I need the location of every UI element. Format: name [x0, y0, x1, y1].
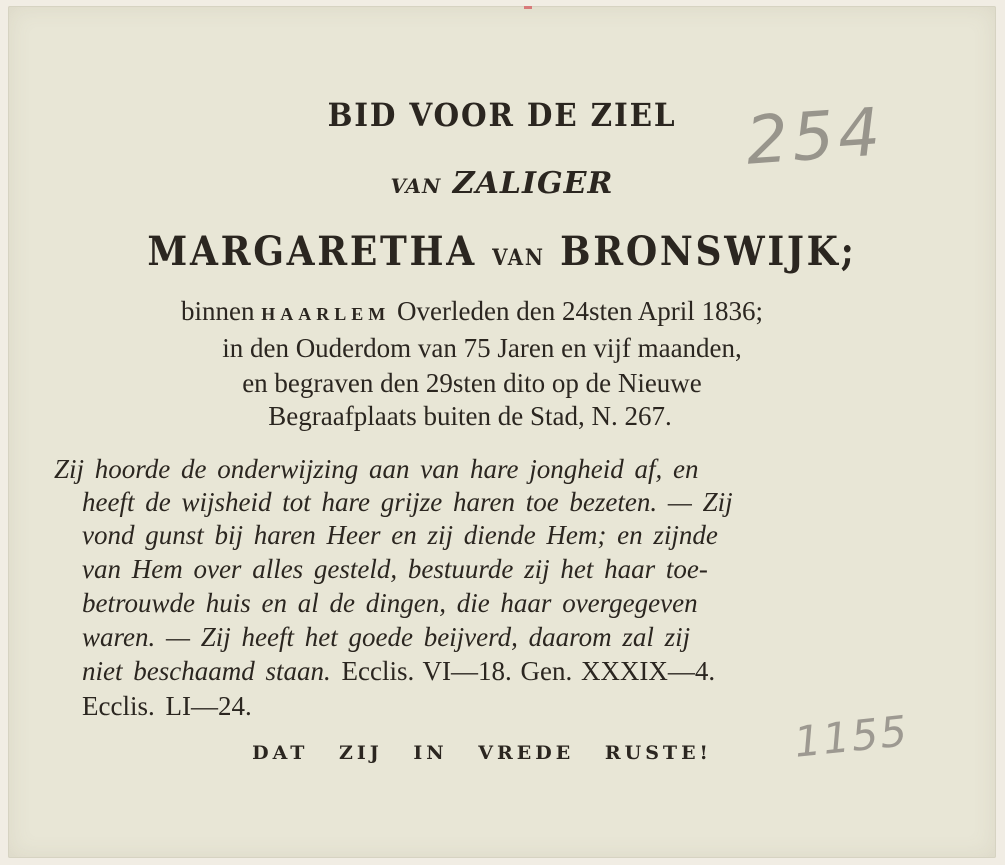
closing-prayer: DAT ZIJ IN VREDE RUSTE!	[252, 742, 712, 764]
verse-line: van Hem over alles gesteld, bestuurde zij het haar toe-	[82, 554, 708, 584]
subtitle-main: ZALIGER	[452, 166, 614, 201]
memorial-card	[8, 6, 996, 858]
verse-line	[82, 656, 972, 687]
name-middle: VAN	[492, 245, 545, 271]
handwritten-number-top: 254	[743, 93, 887, 180]
line1-prefix: binnen	[181, 296, 255, 326]
name-first: MARGARETHA	[147, 228, 477, 275]
handwritten-number-bottom: 1155	[791, 706, 912, 767]
burial-line: en begraven den 29sten dito op de Nieuwe	[242, 368, 702, 398]
verse-line: vond gunst bij haren Heer en zij diende Hem; en zijnde	[82, 520, 718, 550]
verse-line: betrouwde huis en al de dingen, die haar overgegeven	[82, 588, 698, 618]
age-line: in den Ouderdom van 75 Jaren en vijf maanden,	[222, 333, 742, 363]
subtitle-prefix: VAN	[390, 174, 442, 198]
verse-end: niet beschaamd staan.	[82, 656, 331, 686]
city-name: HAARLEM	[261, 304, 391, 324]
scripture-reference: Ecclis. VI—18. Gen. XXXIX—4.	[341, 656, 716, 686]
verse-line: waren. — Zij heeft het goede beijverd, daarom zal zij	[82, 622, 691, 652]
verse-line: heeft de wijsheid tot hare grijze haren toe bezeten. — Zij	[82, 487, 733, 517]
verse-line: Zij hoorde de onderwijzing aan van hare jongheid af, en	[54, 454, 699, 484]
card-title: BID VOOR DE ZIEL	[327, 96, 677, 134]
name-last: BRONSWIJK;	[560, 228, 857, 275]
line1-rest: Overleden den 24sten April 1836;	[397, 296, 763, 326]
ink-mark	[524, 6, 532, 9]
scripture-reference: Ecclis. LI—24.	[82, 691, 252, 721]
deceased-name	[57, 228, 946, 275]
cemetery-line: Begraafplaats buiten de Stad, N. 267.	[268, 401, 672, 431]
death-place-date	[0, 296, 966, 327]
